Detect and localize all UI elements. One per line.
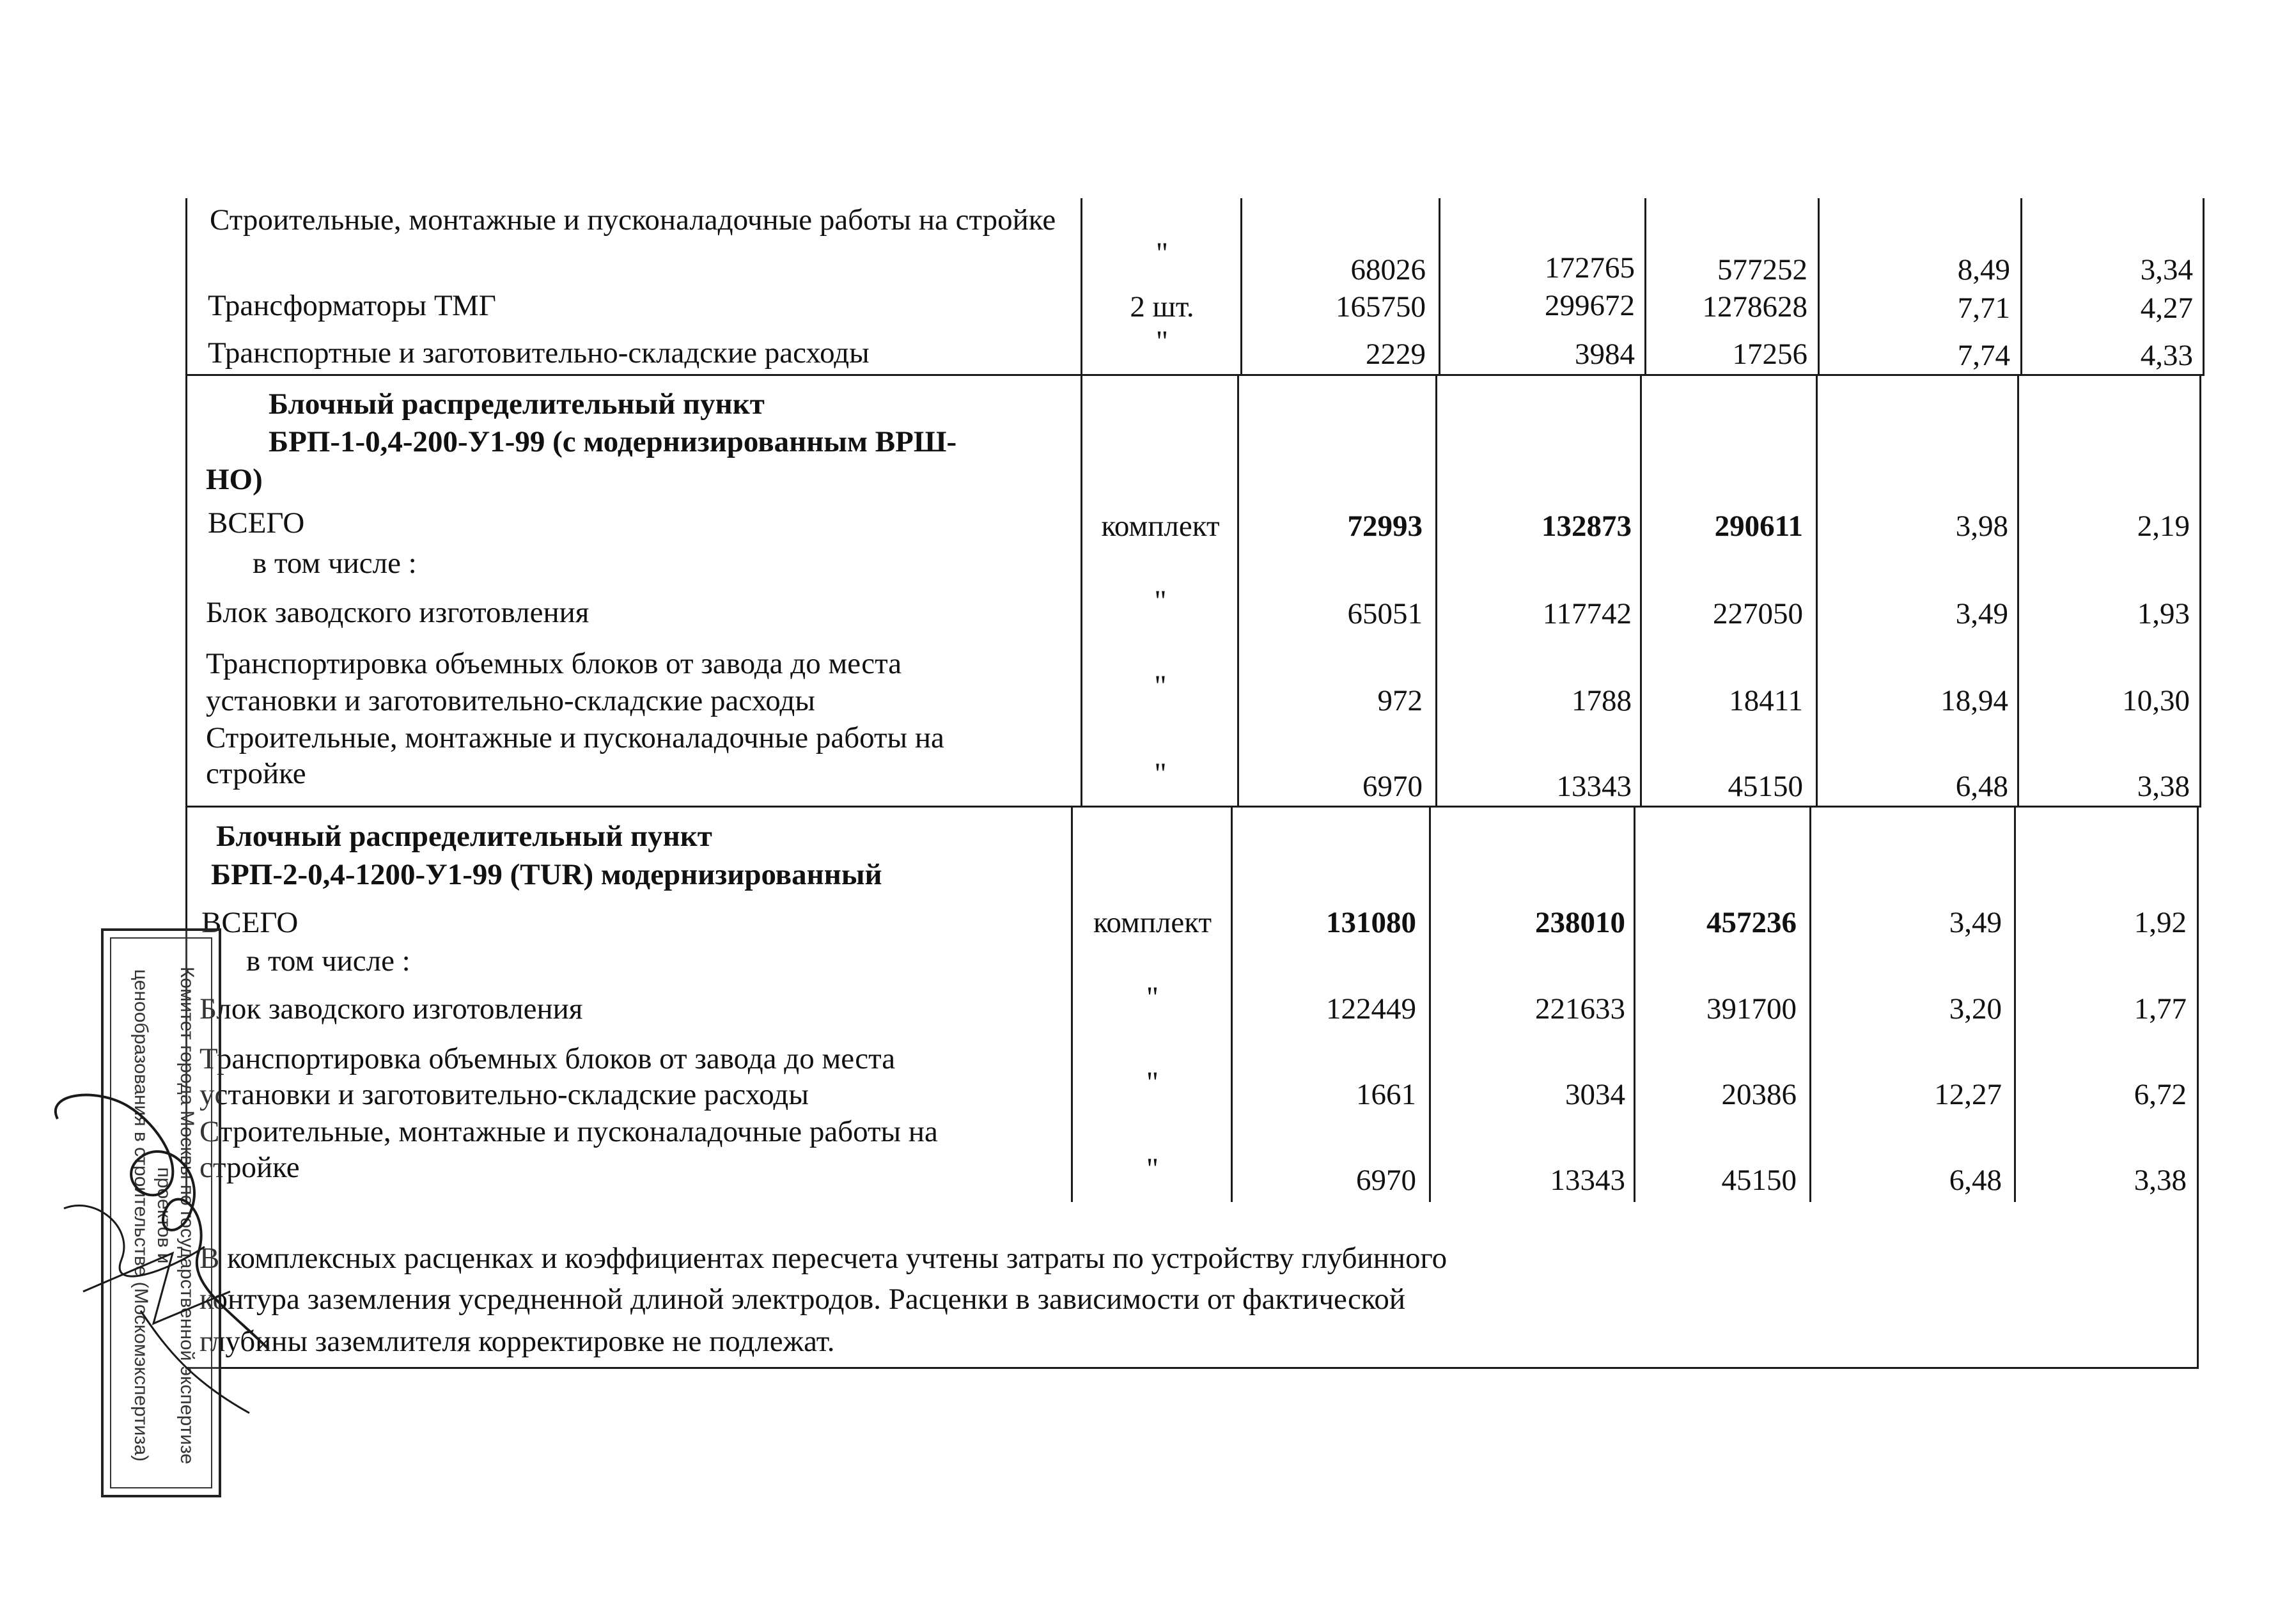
row-coefficient: 8,49 bbox=[1957, 253, 2010, 286]
section-title: БРП-1-0,4-200-У1-99 (с модернизированным ВРШ- bbox=[269, 425, 957, 458]
row-coefficient: 3,20 bbox=[1949, 992, 2002, 1026]
row-value: 45150 bbox=[1728, 770, 1803, 803]
col-divider bbox=[185, 374, 187, 808]
row-coefficient: 4,33 bbox=[2140, 339, 2193, 372]
col-divider bbox=[1634, 806, 1635, 1202]
row-value: 122449 bbox=[1326, 992, 1416, 1026]
col-divider bbox=[1435, 374, 1437, 808]
col-divider bbox=[2020, 198, 2022, 376]
row-description: стройке bbox=[206, 757, 306, 790]
total-value: 290611 bbox=[1714, 510, 1803, 543]
row-value: 6970 bbox=[1362, 770, 1423, 803]
row-unit: " bbox=[1155, 325, 1169, 358]
row-coefficient: 10,30 bbox=[2122, 684, 2190, 717]
row-coefficient: 3,38 bbox=[2134, 1164, 2187, 1197]
row-value: 2229 bbox=[1366, 338, 1426, 371]
row-value: 45150 bbox=[1721, 1164, 1797, 1197]
row-description: Трансформаторы ТМГ bbox=[208, 289, 496, 322]
note-text: В комплексных расценках и коэффициентах пересчета учтены затраты по устройству глубинного bbox=[199, 1242, 1448, 1275]
row-value: 1661 bbox=[1356, 1078, 1416, 1111]
col-divider bbox=[2197, 806, 2199, 1368]
including-label: в том числе : bbox=[246, 944, 410, 978]
row-divider bbox=[185, 806, 2201, 808]
total-value: 238010 bbox=[1535, 906, 1625, 939]
col-divider bbox=[1071, 806, 1073, 1202]
total-value: 72993 bbox=[1347, 510, 1423, 543]
col-divider bbox=[1081, 198, 1082, 376]
row-value: 117742 bbox=[1542, 597, 1632, 630]
row-coefficient: 1,77 bbox=[2134, 992, 2187, 1026]
row-coefficient: 3,49 bbox=[1955, 597, 2008, 630]
row-description: Транспортировка объемных блоков от завода до места bbox=[206, 647, 902, 680]
row-description: Строительные, монтажные и пусконаладочные работы на bbox=[199, 1115, 938, 1148]
row-description: установки и заготовительно-складские расходы bbox=[206, 684, 815, 717]
total-coefficient: 2,19 bbox=[2137, 510, 2190, 543]
row-unit: " bbox=[1154, 669, 1167, 703]
row-value: 68026 bbox=[1350, 253, 1426, 286]
total-value: 131080 bbox=[1326, 906, 1416, 939]
row-value: 13343 bbox=[1556, 770, 1632, 803]
row-unit: " bbox=[1146, 1152, 1159, 1185]
row-description: Строительные, монтажные и пусконаладочные работы на стройке bbox=[210, 203, 1056, 237]
section-title: НО) bbox=[206, 463, 263, 496]
row-description: Транспортные и заготовительно-складские расходы bbox=[208, 336, 870, 370]
col-divider bbox=[1809, 806, 1811, 1202]
total-value: 457236 bbox=[1706, 906, 1797, 939]
row-unit: " bbox=[1146, 1066, 1159, 1099]
row-value: 6970 bbox=[1356, 1164, 1416, 1197]
note-text: глубины заземлителя корректировке не подлежат. bbox=[199, 1325, 835, 1358]
total-label: ВСЕГО bbox=[208, 506, 305, 540]
total-unit: комплект bbox=[1093, 906, 1212, 939]
row-description: стройке bbox=[199, 1151, 300, 1184]
total-coefficient: 3,98 bbox=[1955, 510, 2008, 543]
including-label: в том числе : bbox=[253, 547, 417, 580]
row-value: 165750 bbox=[1336, 290, 1426, 324]
col-divider bbox=[1081, 374, 1082, 808]
col-divider bbox=[1439, 198, 1440, 376]
row-value: 3984 bbox=[1575, 338, 1635, 371]
col-divider bbox=[2017, 374, 2019, 808]
row-value: 577252 bbox=[1717, 253, 1807, 286]
row-value: 20386 bbox=[1721, 1078, 1797, 1111]
row-description: Транспортировка объемных блоков от завода до места bbox=[199, 1042, 896, 1075]
total-value: 132873 bbox=[1541, 510, 1632, 543]
row-value: 972 bbox=[1377, 684, 1423, 717]
total-coefficient: 3,49 bbox=[1949, 906, 2002, 939]
col-divider bbox=[1429, 806, 1431, 1202]
row-description: Блок заводского изготовления bbox=[206, 596, 589, 629]
row-value: 18411 bbox=[1729, 684, 1803, 717]
col-divider bbox=[2014, 806, 2016, 1202]
col-divider bbox=[1816, 374, 1818, 808]
table-bottom-border bbox=[185, 1367, 2199, 1369]
col-divider bbox=[185, 198, 187, 376]
row-unit: " bbox=[1155, 237, 1169, 270]
total-unit: комплект bbox=[1101, 510, 1220, 543]
row-unit: " bbox=[1146, 981, 1159, 1014]
col-divider bbox=[1818, 198, 1820, 376]
row-coefficient: 6,72 bbox=[2134, 1078, 2187, 1111]
row-value: 172765 bbox=[1545, 251, 1635, 285]
row-value: 13343 bbox=[1550, 1164, 1625, 1197]
col-divider bbox=[1237, 374, 1239, 808]
row-unit: " bbox=[1154, 584, 1167, 618]
row-value: 1788 bbox=[1572, 684, 1632, 717]
section-title: Блочный распределительный пункт bbox=[216, 820, 712, 853]
total-coefficient: 1,92 bbox=[2134, 906, 2187, 939]
row-coefficient: 7,74 bbox=[1957, 339, 2010, 372]
signature-mark bbox=[38, 1081, 294, 1439]
row-value: 227050 bbox=[1713, 597, 1803, 630]
row-description: Строительные, монтажные и пусконаладочные работы на bbox=[206, 721, 944, 754]
row-value: 3034 bbox=[1565, 1078, 1625, 1111]
row-coefficient: 3,38 bbox=[2137, 770, 2190, 803]
row-value: 299672 bbox=[1545, 289, 1635, 322]
row-value: 65051 bbox=[1347, 597, 1423, 630]
row-coefficient: 7,71 bbox=[1957, 292, 2010, 325]
row-divider bbox=[185, 374, 2205, 376]
row-value: 17256 bbox=[1732, 338, 1807, 371]
section-title: Блочный распределительный пункт bbox=[269, 387, 765, 421]
row-value: 221633 bbox=[1535, 992, 1625, 1026]
row-value: 1278628 bbox=[1702, 290, 1807, 324]
note-text: контура заземления усредненной длиной электродов. Расценки в зависимости от фактической bbox=[199, 1283, 1405, 1316]
col-divider bbox=[2199, 374, 2201, 808]
col-divider bbox=[1640, 374, 1642, 808]
row-description: установки и заготовительно-складские расходы bbox=[199, 1078, 809, 1111]
row-unit: " bbox=[1154, 757, 1167, 790]
stamp-text-line: ценообразования в строительстве (Москомэкспертиза) bbox=[130, 969, 152, 1462]
row-coefficient: 6,48 bbox=[1949, 1164, 2002, 1197]
total-label: ВСЕГО bbox=[201, 906, 299, 939]
section-title: БРП-2-0,4-1200-У1-99 (TUR) модернизированный bbox=[211, 858, 882, 891]
col-divider bbox=[1231, 806, 1233, 1202]
col-divider bbox=[1240, 198, 1242, 376]
row-description: Блок заводского изготовления bbox=[199, 992, 583, 1026]
col-divider bbox=[2203, 198, 2205, 376]
row-value: 391700 bbox=[1706, 992, 1797, 1026]
row-unit: 2 шт. bbox=[1130, 290, 1194, 324]
row-coefficient: 4,27 bbox=[2140, 292, 2193, 325]
stamp-text-line: Комитет города Москвы по государственной экспертизе проектов и bbox=[153, 966, 198, 1465]
row-coefficient: 3,34 bbox=[2140, 253, 2193, 286]
row-coefficient: 6,48 bbox=[1955, 770, 2008, 803]
row-coefficient: 18,94 bbox=[1940, 684, 2008, 717]
row-coefficient: 1,93 bbox=[2137, 597, 2190, 630]
row-coefficient: 12,27 bbox=[1934, 1078, 2002, 1111]
col-divider bbox=[1644, 198, 1646, 376]
